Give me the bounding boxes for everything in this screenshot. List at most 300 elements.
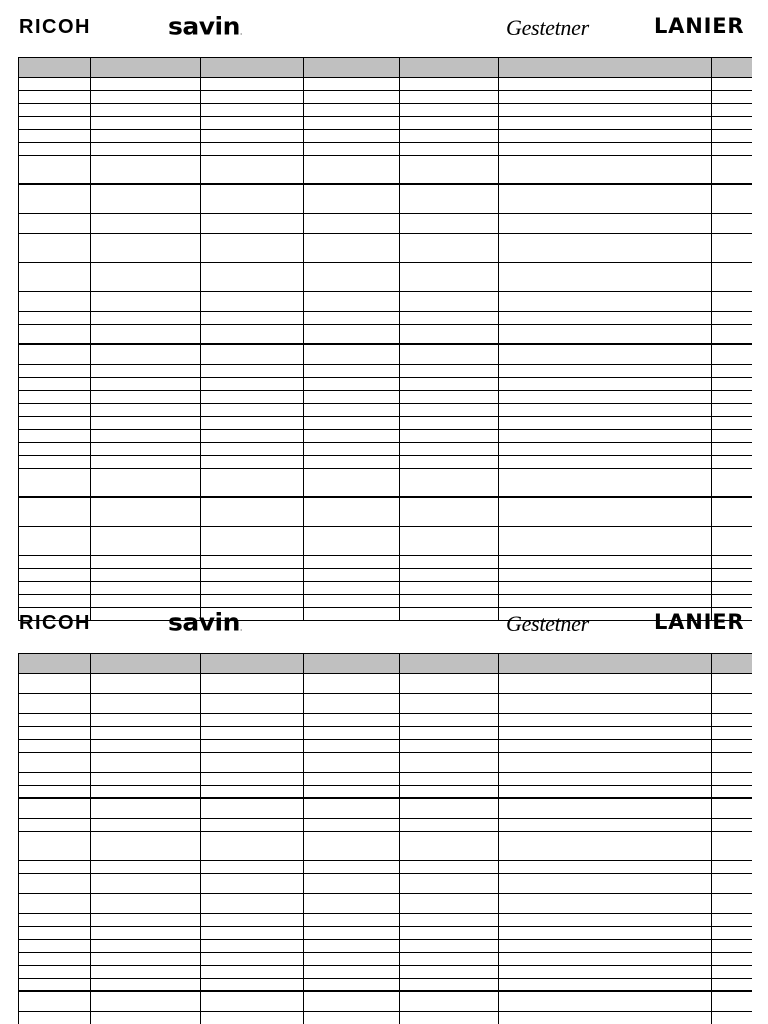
table-row	[19, 378, 752, 391]
table-cell	[400, 694, 499, 713]
table-cell	[400, 185, 499, 213]
table-cell	[400, 819, 499, 831]
table-cell	[19, 234, 91, 262]
table-cell	[499, 104, 712, 116]
table-cell	[499, 894, 712, 913]
table-cell	[400, 527, 499, 555]
table-cell	[91, 469, 201, 496]
table-cell	[91, 832, 201, 860]
table-row	[19, 130, 752, 143]
table-cell	[400, 263, 499, 291]
table-cell	[91, 966, 201, 978]
table-cell	[499, 874, 712, 893]
table-cell	[712, 130, 752, 142]
table-cell	[91, 940, 201, 952]
table-cell	[19, 378, 91, 390]
table-cell	[499, 430, 712, 442]
table-row	[19, 874, 752, 894]
table-cell	[91, 727, 201, 739]
table-cell	[712, 799, 752, 818]
table-row	[19, 443, 752, 456]
table-cell	[201, 832, 304, 860]
ricoh-logo: RICOH	[19, 16, 91, 38]
column-header	[304, 58, 400, 77]
table-cell	[304, 786, 400, 797]
table-cell	[91, 117, 201, 129]
table-cell	[19, 498, 91, 526]
table-cell	[91, 556, 201, 568]
table-cell	[91, 874, 201, 893]
table-row	[19, 927, 752, 940]
table-cell	[201, 234, 304, 262]
table-cell	[201, 292, 304, 311]
table-cell	[712, 234, 752, 262]
table-cell	[201, 953, 304, 965]
table-cell	[499, 714, 712, 726]
table-cell	[400, 753, 499, 772]
table-cell	[499, 674, 712, 693]
table-row	[19, 914, 752, 927]
table-cell	[91, 979, 201, 990]
column-header	[712, 654, 752, 673]
table-cell	[499, 740, 712, 752]
column-header	[499, 654, 712, 673]
table-cell	[19, 156, 91, 183]
table-cell	[499, 694, 712, 713]
table-cell	[400, 378, 499, 390]
product-table	[18, 57, 752, 621]
table-cell	[91, 365, 201, 377]
table-row	[19, 894, 752, 914]
table-row	[19, 674, 752, 694]
column-header	[91, 58, 201, 77]
table-row	[19, 456, 752, 469]
table-cell	[304, 345, 400, 364]
table-cell	[499, 727, 712, 739]
table-cell	[304, 443, 400, 455]
table-cell	[19, 753, 91, 772]
table-cell	[400, 674, 499, 693]
table-cell	[19, 292, 91, 311]
table-cell	[19, 185, 91, 213]
table-cell	[91, 527, 201, 555]
table-cell	[400, 391, 499, 403]
table-row	[19, 404, 752, 417]
savin-mark: .	[239, 27, 243, 37]
table-cell	[304, 498, 400, 526]
table-cell	[201, 556, 304, 568]
column-header	[304, 654, 400, 673]
table-cell	[304, 940, 400, 952]
table-cell	[400, 292, 499, 311]
table-cell	[400, 940, 499, 952]
table-cell	[304, 404, 400, 416]
table-cell	[19, 799, 91, 818]
table-row	[19, 740, 752, 753]
table-cell	[91, 345, 201, 364]
table-cell	[304, 130, 400, 142]
table-cell	[201, 773, 304, 785]
table-cell	[19, 117, 91, 129]
lanier-logo: LANIER	[654, 14, 745, 38]
table-row	[19, 117, 752, 130]
table-cell	[19, 966, 91, 978]
table-cell	[201, 874, 304, 893]
table-row	[19, 292, 752, 312]
table-cell	[499, 143, 712, 155]
table-cell	[19, 345, 91, 364]
table-row	[19, 694, 752, 714]
table-row	[19, 940, 752, 953]
table-cell	[91, 569, 201, 581]
table-cell	[712, 714, 752, 726]
table-cell	[712, 469, 752, 496]
table-cell	[19, 325, 91, 343]
table-cell	[304, 556, 400, 568]
table-cell	[19, 214, 91, 233]
table-cell	[91, 378, 201, 390]
table-cell	[91, 104, 201, 116]
table-cell	[201, 914, 304, 926]
table-cell	[91, 391, 201, 403]
table-cell	[400, 78, 499, 90]
brand-logo-bar	[0, 12, 768, 48]
table-cell	[712, 966, 752, 978]
table-cell	[19, 819, 91, 831]
table-cell	[201, 819, 304, 831]
table-cell	[304, 456, 400, 468]
table-cell	[304, 694, 400, 713]
table-cell	[712, 325, 752, 343]
table-cell	[499, 582, 712, 594]
table-cell	[400, 234, 499, 262]
table-row	[19, 569, 752, 582]
table-cell	[91, 404, 201, 416]
table-cell	[712, 263, 752, 291]
table-cell	[304, 378, 400, 390]
table-cell	[499, 325, 712, 343]
table-cell	[19, 556, 91, 568]
table-cell	[304, 773, 400, 785]
table-cell	[304, 953, 400, 965]
table-row	[19, 753, 752, 773]
table-cell	[201, 582, 304, 594]
table-row	[19, 91, 752, 104]
column-header	[91, 654, 201, 673]
table-cell	[304, 914, 400, 926]
savin-wordmark: savin	[168, 608, 240, 637]
table-row	[19, 714, 752, 727]
table-cell	[91, 753, 201, 772]
table-cell	[499, 927, 712, 939]
table-cell	[19, 914, 91, 926]
table-cell	[201, 527, 304, 555]
table-row	[19, 527, 752, 556]
table-cell	[19, 104, 91, 116]
product-table	[18, 653, 752, 1024]
table-cell	[304, 861, 400, 873]
column-header	[19, 654, 91, 673]
table-row	[19, 234, 752, 263]
table-cell	[499, 234, 712, 262]
table-cell	[712, 992, 752, 1011]
table-cell	[304, 753, 400, 772]
table-cell	[499, 979, 712, 990]
table-cell	[712, 569, 752, 581]
table-row	[19, 992, 752, 1012]
table-cell	[201, 740, 304, 752]
table-cell	[91, 786, 201, 797]
table-cell	[400, 325, 499, 343]
table-cell	[201, 378, 304, 390]
table-cell	[400, 874, 499, 893]
table-cell	[712, 1012, 752, 1024]
table-cell	[19, 417, 91, 429]
table-cell	[201, 365, 304, 377]
table-row	[19, 325, 752, 345]
savin-mark: .	[239, 623, 243, 633]
table-cell	[201, 312, 304, 324]
table-cell	[400, 214, 499, 233]
table-cell	[400, 773, 499, 785]
table-cell	[91, 894, 201, 913]
table-cell	[91, 430, 201, 442]
table-cell	[499, 78, 712, 90]
table-row	[19, 832, 752, 861]
table-cell	[304, 832, 400, 860]
brand-logo-bar	[0, 608, 768, 644]
table-cell	[400, 894, 499, 913]
table-cell	[499, 773, 712, 785]
table-cell	[400, 832, 499, 860]
table-cell	[201, 786, 304, 797]
table-row	[19, 953, 752, 966]
table-cell	[499, 185, 712, 213]
table-cell	[201, 753, 304, 772]
table-cell	[400, 966, 499, 978]
table-cell	[712, 345, 752, 364]
savin-wordmark: savin	[168, 12, 240, 41]
table-cell	[91, 773, 201, 785]
table-cell	[499, 378, 712, 390]
table-cell	[201, 927, 304, 939]
lanier-logo: LANIER	[654, 610, 745, 634]
table-cell	[400, 312, 499, 324]
table-cell	[19, 992, 91, 1011]
table-cell	[499, 819, 712, 831]
table-cell	[304, 292, 400, 311]
table-cell	[304, 104, 400, 116]
table-cell	[201, 1012, 304, 1024]
table-cell	[499, 966, 712, 978]
table-cell	[19, 527, 91, 555]
table-cell	[499, 469, 712, 496]
table-cell	[304, 569, 400, 581]
table-cell	[304, 325, 400, 343]
table-row	[19, 430, 752, 443]
table-cell	[499, 312, 712, 324]
table-cell	[91, 78, 201, 90]
table-cell	[304, 143, 400, 155]
table-cell	[19, 469, 91, 496]
table-cell	[91, 498, 201, 526]
table-cell	[499, 404, 712, 416]
table-cell	[712, 312, 752, 324]
table-cell	[712, 694, 752, 713]
table-cell	[19, 456, 91, 468]
table-cell	[201, 714, 304, 726]
table-cell	[201, 469, 304, 496]
table-cell	[712, 832, 752, 860]
table-cell	[712, 582, 752, 594]
column-header	[201, 654, 304, 673]
table-cell	[91, 312, 201, 324]
table-cell	[499, 556, 712, 568]
table-cell	[201, 417, 304, 429]
table-cell	[400, 443, 499, 455]
table-cell	[91, 325, 201, 343]
table-cell	[304, 727, 400, 739]
table-cell	[304, 312, 400, 324]
table-cell	[712, 874, 752, 893]
table-cell	[712, 753, 752, 772]
table-cell	[499, 498, 712, 526]
table-cell	[499, 391, 712, 403]
table-row	[19, 345, 752, 365]
table-cell	[400, 582, 499, 594]
table-cell	[499, 1012, 712, 1024]
gestetner-logo: Gestetner	[506, 15, 589, 40]
table-cell	[712, 727, 752, 739]
table-cell	[91, 714, 201, 726]
table-cell	[91, 819, 201, 831]
table-cell	[712, 78, 752, 90]
table-cell	[499, 292, 712, 311]
table-cell	[304, 469, 400, 496]
table-cell	[304, 582, 400, 594]
table-cell	[91, 130, 201, 142]
table-cell	[304, 740, 400, 752]
table-cell	[201, 391, 304, 403]
table-cell	[19, 430, 91, 442]
table-cell	[19, 894, 91, 913]
table-cell	[201, 214, 304, 233]
table-cell	[304, 714, 400, 726]
table-cell	[201, 861, 304, 873]
table-cell	[91, 1012, 201, 1024]
table-cell	[19, 874, 91, 893]
table-row	[19, 214, 752, 234]
table-cell	[91, 143, 201, 155]
table-cell	[499, 117, 712, 129]
table-cell	[712, 773, 752, 785]
table-cell	[499, 443, 712, 455]
table-cell	[19, 832, 91, 860]
table-cell	[201, 443, 304, 455]
table-cell	[304, 979, 400, 990]
column-header	[400, 58, 499, 77]
table-cell	[499, 953, 712, 965]
table-cell	[201, 799, 304, 818]
table-cell	[19, 927, 91, 939]
table-cell	[304, 874, 400, 893]
table-cell	[91, 185, 201, 213]
table-cell	[19, 404, 91, 416]
table-cell	[304, 214, 400, 233]
table-row	[19, 391, 752, 404]
table-row	[19, 498, 752, 527]
table-cell	[712, 914, 752, 926]
table-cell	[712, 91, 752, 103]
table-cell	[400, 799, 499, 818]
table-cell	[304, 391, 400, 403]
table-cell	[201, 569, 304, 581]
table-cell	[304, 78, 400, 90]
table-header-row	[19, 58, 752, 78]
table-cell	[400, 143, 499, 155]
table-cell	[19, 569, 91, 581]
gestetner-logo: Gestetner	[506, 611, 589, 636]
table-cell	[712, 979, 752, 990]
table-cell	[201, 674, 304, 693]
table-cell	[19, 263, 91, 291]
column-header	[712, 58, 752, 77]
table-cell	[712, 404, 752, 416]
table-cell	[499, 417, 712, 429]
table-cell	[201, 992, 304, 1011]
table-cell	[400, 404, 499, 416]
table-cell	[304, 234, 400, 262]
table-cell	[400, 498, 499, 526]
table-cell	[400, 861, 499, 873]
table-cell	[499, 365, 712, 377]
table-cell	[712, 443, 752, 455]
table-cell	[304, 799, 400, 818]
table-cell	[201, 130, 304, 142]
table-cell	[91, 234, 201, 262]
table-cell	[304, 894, 400, 913]
table-row	[19, 1012, 752, 1024]
table-cell	[201, 430, 304, 442]
table-cell	[712, 927, 752, 939]
table-cell	[400, 430, 499, 442]
table-cell	[19, 773, 91, 785]
table-cell	[400, 953, 499, 965]
table-cell	[712, 143, 752, 155]
table-cell	[400, 727, 499, 739]
table-cell	[19, 312, 91, 324]
table-row	[19, 469, 752, 498]
table-cell	[712, 527, 752, 555]
table-cell	[400, 914, 499, 926]
table-cell	[201, 185, 304, 213]
table-cell	[91, 443, 201, 455]
table-cell	[201, 91, 304, 103]
table-cell	[19, 694, 91, 713]
table-cell	[499, 345, 712, 364]
table-row	[19, 156, 752, 185]
table-cell	[304, 992, 400, 1011]
table-cell	[201, 498, 304, 526]
table-cell	[400, 740, 499, 752]
table-cell	[19, 143, 91, 155]
table-cell	[91, 263, 201, 291]
table-cell	[400, 456, 499, 468]
table-cell	[499, 799, 712, 818]
table-row	[19, 861, 752, 874]
table-cell	[499, 569, 712, 581]
table-row	[19, 185, 752, 214]
